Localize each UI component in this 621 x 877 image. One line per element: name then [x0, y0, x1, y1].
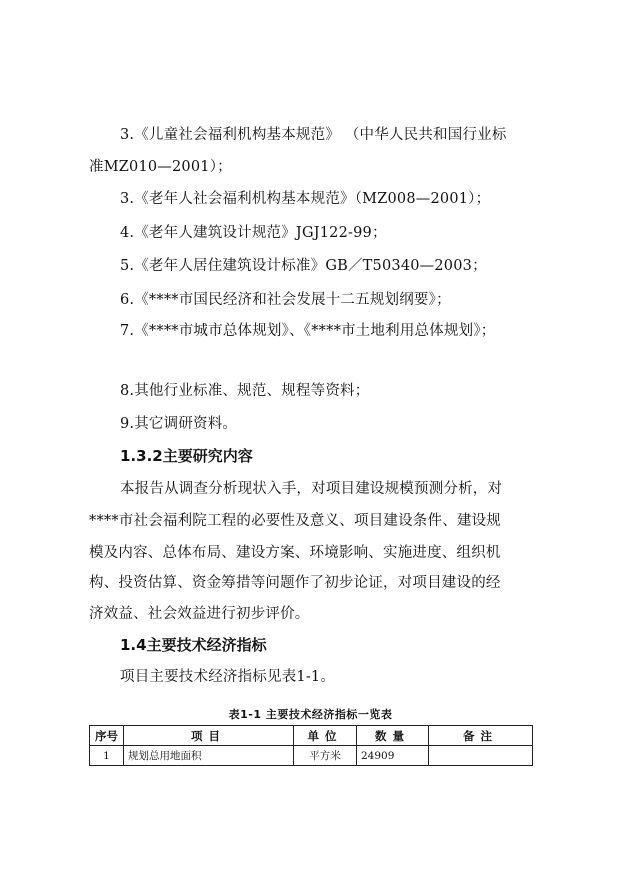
header-quantity: 数量 [357, 726, 429, 746]
reference-item-6: 7.《****市城市总体规划》、《****市土地利用总体规划》； [120, 323, 496, 339]
cell-item: 规划总用地面积 [124, 746, 294, 766]
reference-item-3: 4.《老年人建筑设计规范》JGJ122-99； [120, 225, 387, 241]
header-unit: 单位 [294, 726, 357, 746]
table-intro: 项目主要技术经济指标见表1-1。 [120, 669, 336, 685]
reference-item-1-continuation: 准MZ010—2001）； [89, 159, 232, 175]
header-item: 项目 [124, 726, 294, 746]
reference-item-5: 6.《****市国民经济和社会发展十二五规划纲要》； [120, 292, 451, 308]
paragraph-line-1: 本报告从调查分析现状入手，对项目建设规模预测分析，对 [120, 481, 503, 497]
reference-item-7: 8.其他行业标准、规范、规程等资料； [120, 383, 370, 399]
header-seq: 序号 [90, 726, 124, 746]
reference-item-2: 3.《老年人社会福利机构基本规范》（MZ008—2001）； [120, 191, 491, 207]
paragraph-line-3: 模及内容、总体布局、建设方案、环境影响、实施进度、组织机 [89, 545, 501, 561]
paragraph-line-4: 构、投资估算、资金筹措等问题作了初步论证，对项目建设的经 [89, 575, 501, 591]
paragraph-line-2: ****市社会福利院工程的必要性及意义、项目建设条件、建设规 [89, 513, 501, 529]
section-heading-1-3-2: 1.3.2主要研究内容 [120, 447, 253, 465]
cell-unit: 平方米 [294, 746, 357, 766]
cell-remarks [429, 746, 533, 766]
indicators-table [89, 725, 533, 766]
reference-item-1: 3.《儿童社会福利机构基本规范》 （中华人民共和国行业标 [120, 127, 507, 143]
cell-quantity: 24909 [357, 746, 429, 766]
table-caption: 表1-1 主要技术经济指标一览表 [228, 708, 393, 721]
section-heading-1-4: 1.4主要技术经济指标 [120, 636, 267, 654]
reference-item-8: 9.其它调研资料。 [120, 416, 238, 432]
reference-item-4: 5.《老年人居住建筑设计标准》GB／T50340—2003； [120, 258, 487, 274]
cell-seq: 1 [90, 746, 124, 766]
header-remarks: 备注 [429, 726, 533, 746]
table-row [90, 746, 533, 766]
paragraph-line-5: 济效益、社会效益进行初步评价。 [89, 606, 310, 622]
table-header-row [90, 726, 533, 746]
